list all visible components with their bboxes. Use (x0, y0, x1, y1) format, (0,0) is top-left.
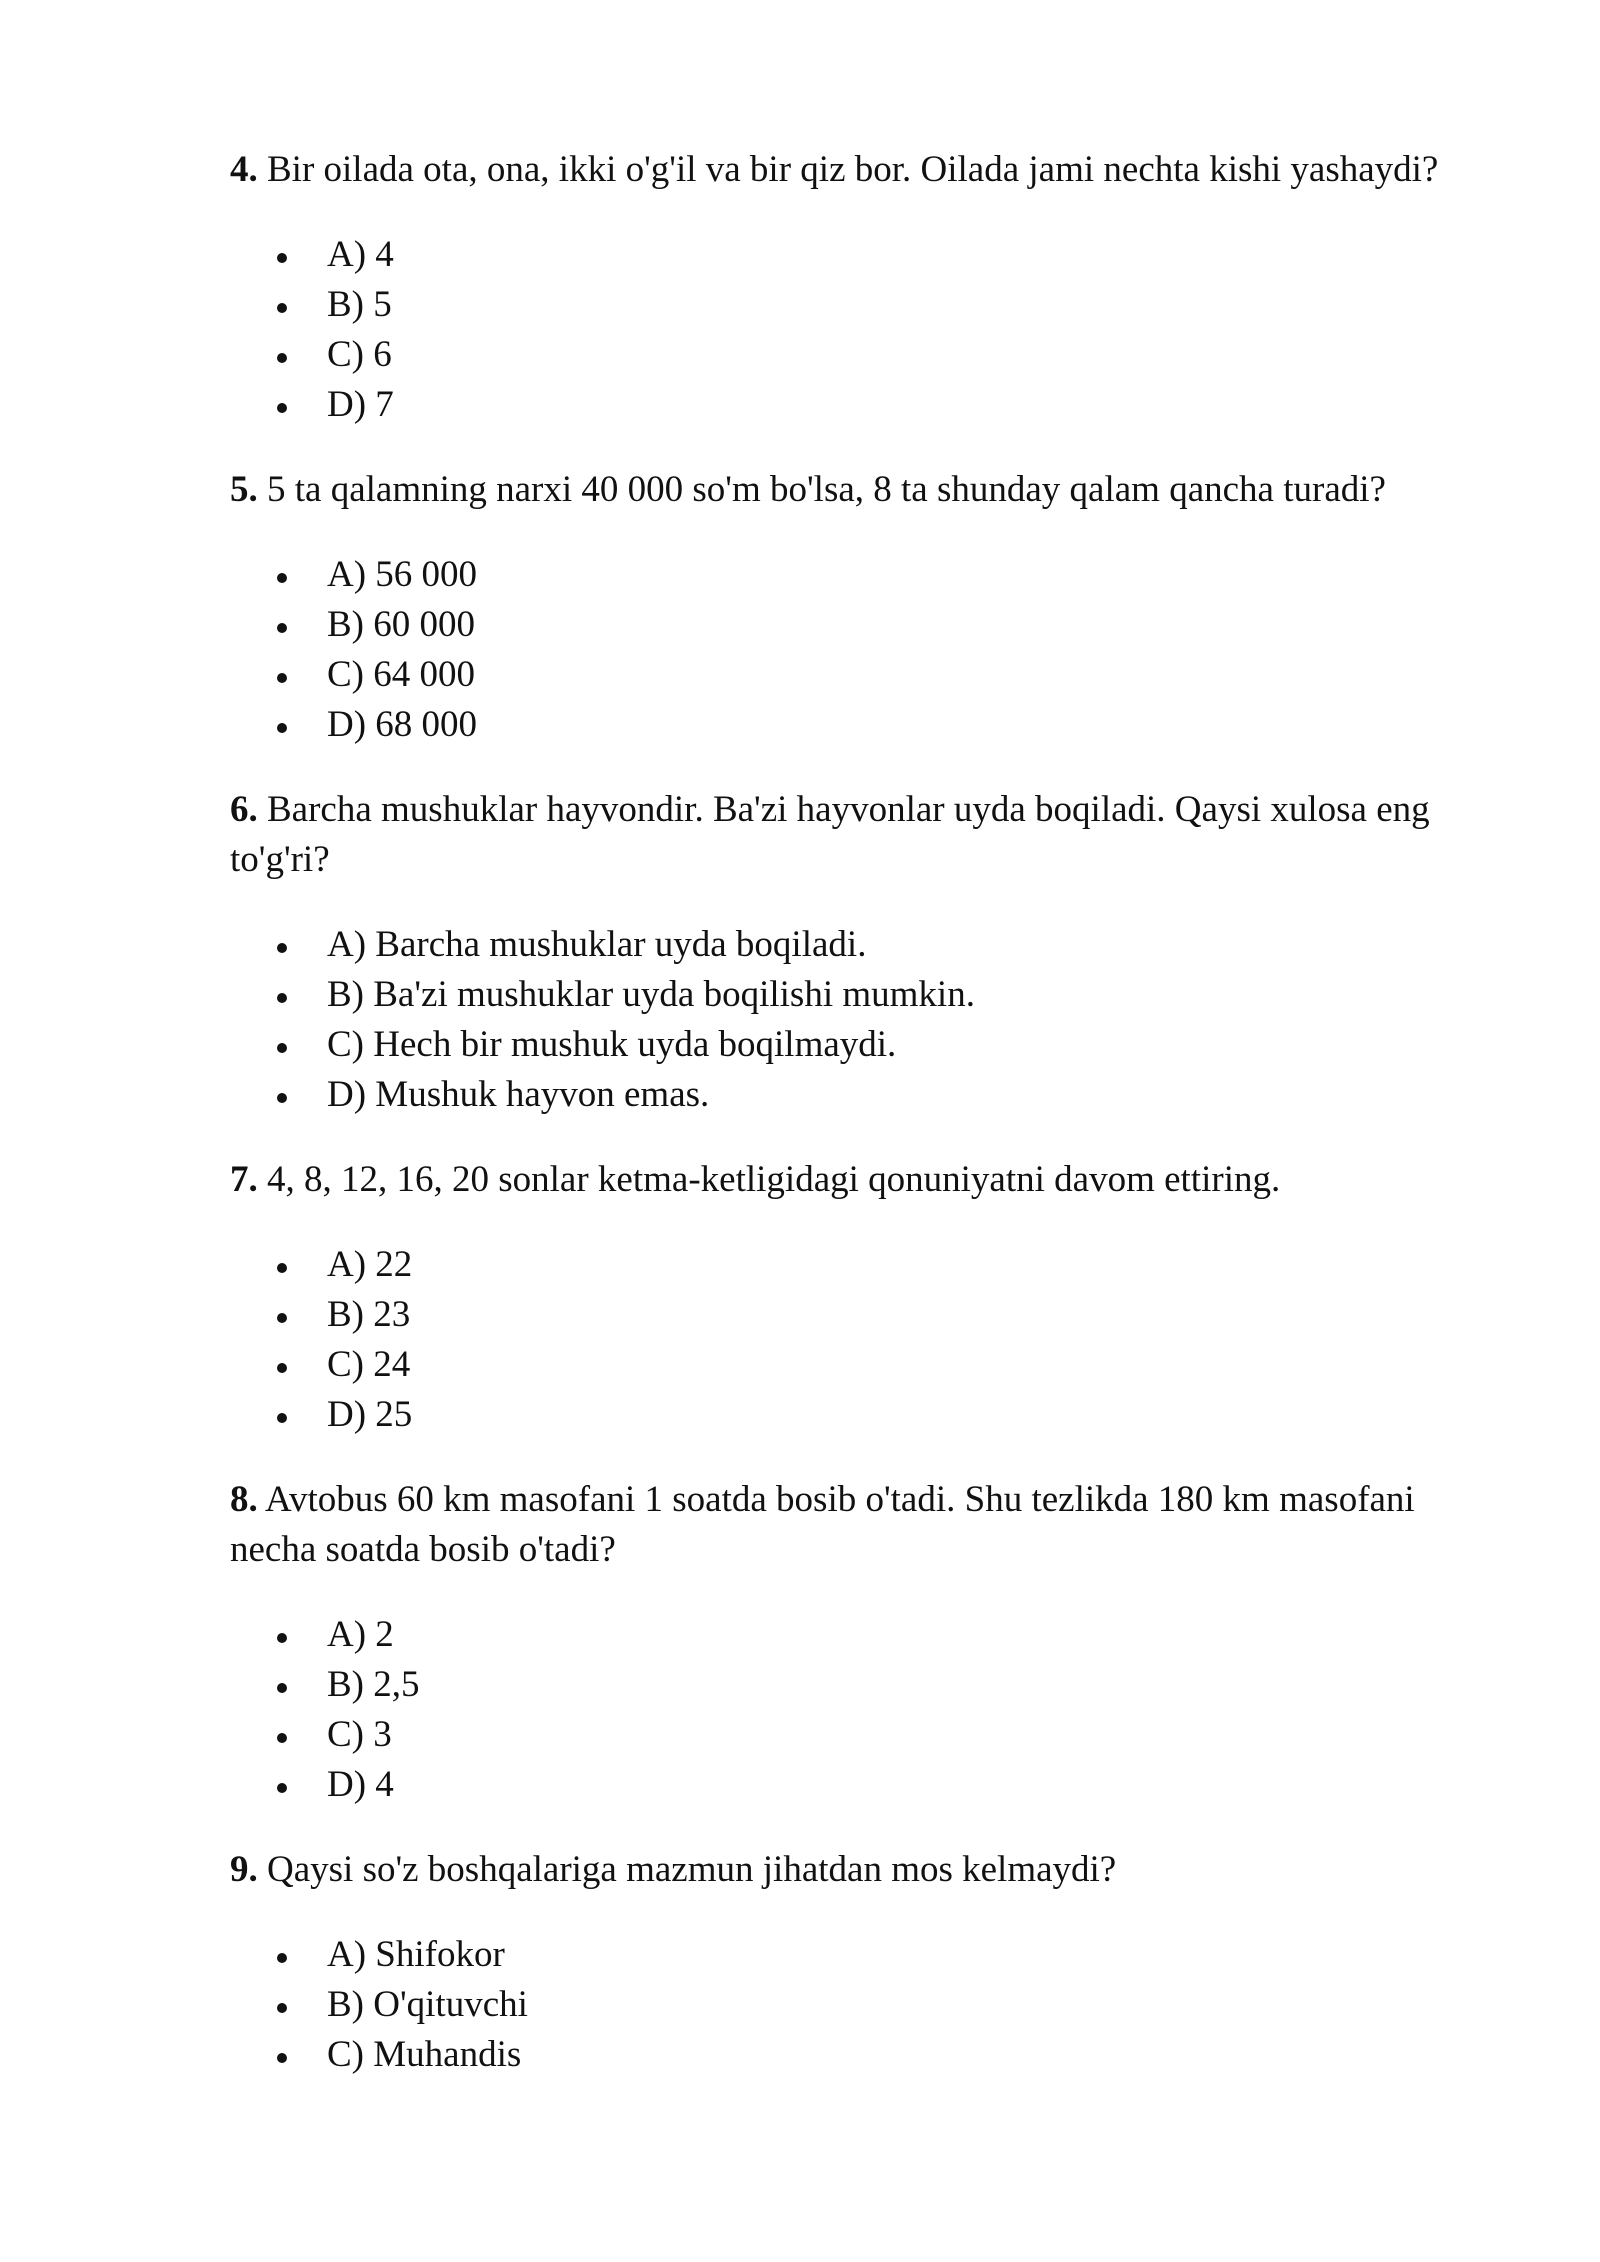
bullet-icon (277, 1263, 287, 1273)
option-c: C) 24 (230, 1340, 1480, 1390)
option-c: C) Muhandis (230, 2030, 1480, 2080)
question-body: Barcha mushuklar hayvondir. Ba'zi hayvonlar uyda boqiladi. Qaysi xulosa eng to'g'ri? (230, 789, 1430, 880)
bullet-icon (277, 673, 287, 683)
option-d: D) 7 (230, 380, 1480, 430)
option-list (230, 550, 1480, 750)
bullet-icon (277, 303, 287, 313)
question-number: 9. (230, 1849, 258, 1890)
option-a: A) Shifokor (230, 1930, 1480, 1980)
bullet-icon (277, 1783, 287, 1793)
option-list (230, 1610, 1480, 1810)
bullet-icon (277, 403, 287, 413)
question-6 (230, 785, 1480, 1120)
bullet-icon (277, 723, 287, 733)
question-7 (230, 1155, 1480, 1440)
option-c: C) 3 (230, 1710, 1480, 1760)
question-text (230, 1155, 1480, 1205)
option-d: D) Mushuk hayvon emas. (230, 1070, 1480, 1120)
document-page (230, 145, 1480, 2080)
option-a: A) 22 (230, 1240, 1480, 1290)
option-b: B) 60 000 (230, 600, 1480, 650)
bullet-icon (277, 2003, 287, 2013)
bullet-icon (277, 1313, 287, 1323)
bullet-icon (277, 1043, 287, 1053)
bullet-icon (277, 1363, 287, 1373)
option-list (230, 1240, 1480, 1440)
bullet-icon (277, 253, 287, 263)
option-list (230, 230, 1480, 430)
option-a: A) 4 (230, 230, 1480, 280)
bullet-icon (277, 1733, 287, 1743)
bullet-icon (277, 943, 287, 953)
option-b: B) 5 (230, 280, 1480, 330)
option-list (230, 920, 1480, 1120)
option-b: B) O'qituvchi (230, 1980, 1480, 2030)
question-9 (230, 1845, 1480, 2080)
question-body: Avtobus 60 km masofani 1 soatda bosib o'tadi. Shu tezlikda 180 km masofani necha soatda bosib o'tadi? (230, 1479, 1415, 1570)
bullet-icon (277, 573, 287, 583)
question-body: 4, 8, 12, 16, 20 sonlar ketma-ketligidagi qonuniyatni davom ettiring. (267, 1159, 1281, 1200)
option-list (230, 1930, 1480, 2080)
question-5 (230, 465, 1480, 750)
bullet-icon (277, 1093, 287, 1103)
question-number: 7. (230, 1159, 258, 1200)
bullet-icon (277, 1683, 287, 1693)
question-number: 4. (230, 149, 258, 190)
question-8 (230, 1475, 1480, 1810)
option-b: B) 23 (230, 1290, 1480, 1340)
bullet-icon (277, 623, 287, 633)
question-text (230, 1475, 1480, 1575)
question-text (230, 785, 1480, 885)
option-b: B) 2,5 (230, 1660, 1480, 1710)
bullet-icon (277, 353, 287, 363)
question-body: Bir oilada ota, ona, ikki o'g'il va bir qiz bor. Oilada jami nechta kishi yashaydi? (267, 149, 1439, 190)
option-a: A) 2 (230, 1610, 1480, 1660)
option-a: A) Barcha mushuklar uyda boqiladi. (230, 920, 1480, 970)
option-c: C) Hech bir mushuk uyda boqilmaydi. (230, 1020, 1480, 1070)
question-number: 5. (230, 469, 258, 510)
question-body: Qaysi so'z boshqalariga mazmun jihatdan mos kelmaydi? (267, 1849, 1117, 1890)
option-d: D) 25 (230, 1390, 1480, 1440)
option-b: B) Ba'zi mushuklar uyda boqilishi mumkin. (230, 970, 1480, 1020)
bullet-icon (277, 1953, 287, 1963)
option-d: D) 4 (230, 1760, 1480, 1810)
question-4 (230, 145, 1480, 430)
option-a: A) 56 000 (230, 550, 1480, 600)
question-number: 8. (230, 1479, 258, 1520)
bullet-icon (277, 993, 287, 1003)
question-text (230, 145, 1480, 195)
question-text (230, 1845, 1480, 1895)
option-c: C) 64 000 (230, 650, 1480, 700)
bullet-icon (277, 1633, 287, 1643)
question-text (230, 465, 1480, 515)
option-d: D) 68 000 (230, 700, 1480, 750)
bullet-icon (277, 1413, 287, 1423)
option-c: C) 6 (230, 330, 1480, 380)
question-number: 6. (230, 789, 258, 830)
question-body: 5 ta qalamning narxi 40 000 so'm bo'lsa, 8 ta shunday qalam qancha turadi? (267, 469, 1386, 510)
bullet-icon (277, 2053, 287, 2063)
